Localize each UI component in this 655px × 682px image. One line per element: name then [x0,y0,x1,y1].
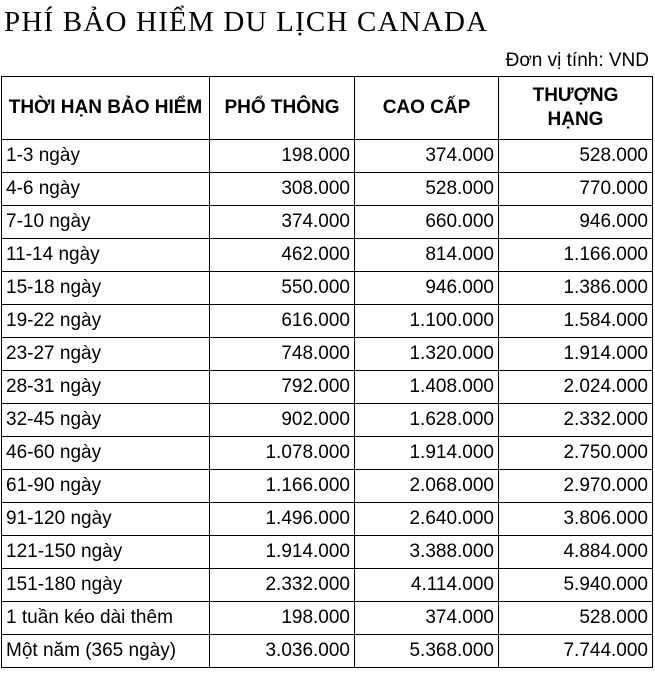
standard-price-cell: 2.332.000 [210,569,355,602]
duration-cell: Một năm (365 ngày) [2,635,210,668]
standard-price-cell: 748.000 [210,338,355,371]
table-row [2,503,653,536]
table-row [2,239,653,272]
deluxe-price-cell: 946.000 [499,206,653,239]
deluxe-price-cell: 770.000 [499,173,653,206]
duration-cell: 7-10 ngày [2,206,210,239]
table-body [2,140,653,668]
table-row [2,272,653,305]
header-deluxe: THƯỢNG HẠNG [499,77,653,140]
page-title: PHÍ BẢO HIỂM DU LỊCH CANADA [4,6,489,38]
standard-price-cell: 1.496.000 [210,503,355,536]
deluxe-price-cell: 528.000 [499,140,653,173]
standard-price-cell: 308.000 [210,173,355,206]
table-row [2,305,653,338]
duration-cell: 23-27 ngày [2,338,210,371]
duration-cell: 32-45 ngày [2,404,210,437]
duration-cell: 151-180 ngày [2,569,210,602]
duration-cell: 1 tuần kéo dài thêm [2,602,210,635]
header-premium: CAO CẤP [355,77,499,140]
premium-price-cell: 2.640.000 [355,503,499,536]
deluxe-price-cell: 2.024.000 [499,371,653,404]
table-row [2,470,653,503]
duration-cell: 4-6 ngày [2,173,210,206]
standard-price-cell: 550.000 [210,272,355,305]
table-row [2,437,653,470]
deluxe-price-cell: 528.000 [499,602,653,635]
premium-price-cell: 5.368.000 [355,635,499,668]
standard-price-cell: 616.000 [210,305,355,338]
duration-cell: 28-31 ngày [2,371,210,404]
standard-price-cell: 3.036.000 [210,635,355,668]
table-row [2,338,653,371]
duration-cell: 15-18 ngày [2,272,210,305]
table-header-row [2,77,653,140]
premium-price-cell: 3.388.000 [355,536,499,569]
duration-cell: 19-22 ngày [2,305,210,338]
deluxe-price-cell: 2.750.000 [499,437,653,470]
table-row [2,140,653,173]
premium-price-cell: 1.408.000 [355,371,499,404]
premium-price-cell: 946.000 [355,272,499,305]
standard-price-cell: 1.078.000 [210,437,355,470]
deluxe-price-cell: 1.914.000 [499,338,653,371]
unit-note: Đơn vị tính: VND [505,50,649,71]
standard-price-cell: 198.000 [210,602,355,635]
premium-price-cell: 1.628.000 [355,404,499,437]
standard-price-cell: 198.000 [210,140,355,173]
table-row [2,602,653,635]
duration-cell: 11-14 ngày [2,239,210,272]
standard-price-cell: 792.000 [210,371,355,404]
premium-price-cell: 1.320.000 [355,338,499,371]
premium-price-cell: 1.100.000 [355,305,499,338]
premium-price-cell: 374.000 [355,140,499,173]
deluxe-price-cell: 1.166.000 [499,239,653,272]
duration-cell: 121-150 ngày [2,536,210,569]
insurance-fee-table [1,76,653,668]
standard-price-cell: 1.914.000 [210,536,355,569]
duration-cell: 61-90 ngày [2,470,210,503]
duration-cell: 91-120 ngày [2,503,210,536]
premium-price-cell: 1.914.000 [355,437,499,470]
premium-price-cell: 4.114.000 [355,569,499,602]
premium-price-cell: 2.068.000 [355,470,499,503]
table-row [2,173,653,206]
premium-price-cell: 660.000 [355,206,499,239]
header-standard: PHỔ THÔNG [210,77,355,140]
standard-price-cell: 462.000 [210,239,355,272]
premium-price-cell: 814.000 [355,239,499,272]
deluxe-price-cell: 7.744.000 [499,635,653,668]
premium-price-cell: 528.000 [355,173,499,206]
deluxe-price-cell: 5.940.000 [499,569,653,602]
deluxe-price-cell: 3.806.000 [499,503,653,536]
standard-price-cell: 902.000 [210,404,355,437]
standard-price-cell: 1.166.000 [210,470,355,503]
table-row [2,371,653,404]
deluxe-price-cell: 1.386.000 [499,272,653,305]
standard-price-cell: 374.000 [210,206,355,239]
duration-cell: 46-60 ngày [2,437,210,470]
premium-price-cell: 374.000 [355,602,499,635]
deluxe-price-cell: 1.584.000 [499,305,653,338]
table-row [2,404,653,437]
header-duration: THỜI HẠN BẢO HIỂM [2,77,210,140]
table-row [2,206,653,239]
deluxe-price-cell: 4.884.000 [499,536,653,569]
table-row [2,569,653,602]
deluxe-price-cell: 2.970.000 [499,470,653,503]
duration-cell: 1-3 ngày [2,140,210,173]
table-row [2,635,653,668]
deluxe-price-cell: 2.332.000 [499,404,653,437]
table-row [2,536,653,569]
